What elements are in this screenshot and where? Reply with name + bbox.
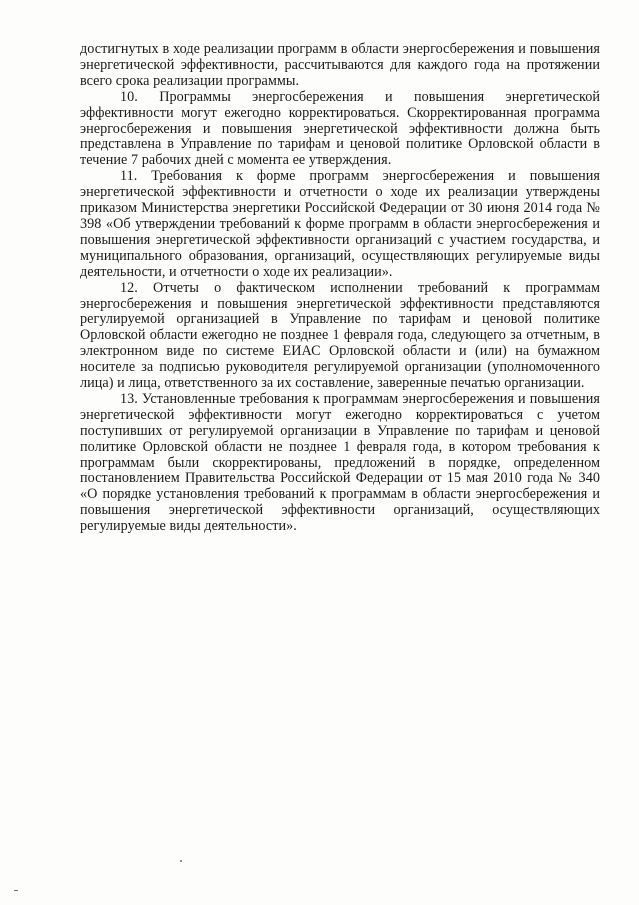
paragraph-continuation: достигнутых в ходе реализации программ в области энергосбережения и повышения энергетической эффективности, рассчитываются для каждого года на протяжении всего срока реализации программы.: [80, 41, 600, 89]
scan-speck: [14, 890, 18, 891]
scan-speck: [180, 860, 182, 862]
paragraph-12: 12. Отчеты о фактическом исполнении требований к программам энергосбережения и повышения энергетической эффективности представляются регулируемой организацией в Управление по тарифам и ценовой политике Орловской области ежегодно не позднее 1 февраля года, следующего за отчетным, в электронном виде по системе ЕИАС Орловской области и (или) на бумажном носителе за подписью руководителя регулируемой организации (уполномоченного лица) и лица, ответственного за их составление, заверенные печатью организации.: [80, 279, 600, 392]
paragraph-11: 11. Требования к форме программ энергосбережения и повышения энергетической эффективности и отчетности о ходе их реализации утверждены приказом Министерства энергетики Российской Федерации от 30 июня 2014 года № 398 «Об утверждении требований к форме программ в области энергосбережения и повышения энергетической эффективности организаций с участием государства, и муниципального образования, организаций, осуществляющих регулируемые виды деятельности, и отчетности о ходе их реализации».: [80, 168, 600, 280]
paragraph-13: 13. Установленные требования к программам энергосбережения и повышения энергетической эффективности могут ежегодно корректироваться с учетом поступивших от регулируемой организации в Управление по тарифам и ценовой политике Орловской области не позднее 1 февраля года, в котором требования к программам были скорректированы, предложений в порядке, определенном постановлением Правительства Российской Федерации от 15 мая 2010 года № 340 «О порядке установления требований к программам в области энергосбережения и повышения энергетической эффективности организаций, осуществляющих регулируемые виды деятельности».: [80, 390, 600, 535]
document-body: [80, 42, 600, 535]
paragraph-10: 10. Программы энергосбережения и повышения энергетической эффективности могут ежегодно корректироваться. Скорректированная программа энергосбережения и повышения энергетической эффективности должна быть представлена в Управление по тарифам и ценовой политике Орловской области в течение 7 рабочих дней с момента ее утверждения.: [80, 88, 600, 169]
